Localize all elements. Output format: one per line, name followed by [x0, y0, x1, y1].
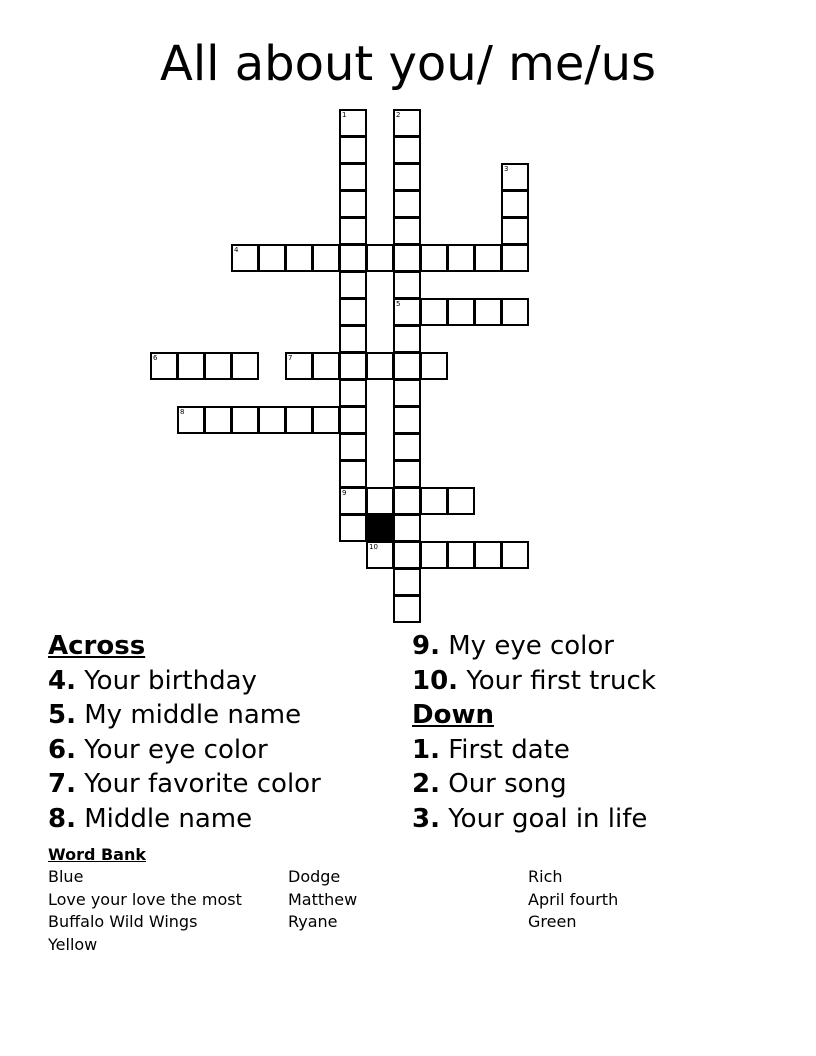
word-bank-item: Matthew — [288, 889, 358, 909]
grid-cell[interactable] — [339, 217, 367, 245]
grid-cell[interactable] — [393, 244, 421, 272]
clue-8-across: 8. Middle name — [48, 803, 253, 834]
grid-cell[interactable] — [393, 298, 421, 326]
grid-cell[interactable] — [339, 163, 367, 191]
grid-cell[interactable] — [339, 487, 367, 515]
grid-cell[interactable] — [393, 514, 421, 542]
clue-4-across: 4. Your birthday — [48, 665, 257, 696]
grid-cell[interactable] — [231, 352, 259, 380]
grid-cell[interactable] — [258, 406, 286, 434]
grid-cell[interactable] — [393, 460, 421, 488]
grid-cell[interactable] — [501, 163, 529, 191]
grid-cell[interactable] — [393, 487, 421, 515]
across-heading: Across — [48, 631, 146, 661]
word-bank-item: Buffalo Wild Wings — [48, 912, 198, 932]
word-bank-column-1 — [48, 866, 242, 956]
grid-cell[interactable] — [366, 244, 394, 272]
grid-cell[interactable] — [393, 433, 421, 461]
clue-number: 3 — [504, 165, 509, 173]
grid-cell[interactable] — [231, 244, 259, 272]
grid-cell[interactable] — [177, 352, 205, 380]
clues-left-column — [48, 629, 321, 836]
clue-number: 6 — [153, 354, 158, 362]
clue-number: 5 — [396, 300, 401, 308]
grid-cell[interactable] — [474, 244, 502, 272]
clue-number: 2 — [396, 111, 401, 119]
grid-cell[interactable] — [285, 406, 313, 434]
grid-cell[interactable] — [312, 406, 340, 434]
grid-cell[interactable] — [393, 379, 421, 407]
clue-3-down: 3. Your goal in life — [412, 803, 648, 834]
grid-cell[interactable] — [339, 352, 367, 380]
clue-2-down: 2. Our song — [412, 769, 567, 799]
grid-cell[interactable] — [393, 217, 421, 245]
grid-cell[interactable] — [393, 325, 421, 353]
grid-cell[interactable] — [393, 595, 421, 623]
grid-cell[interactable] — [339, 271, 367, 299]
clue-number: 7 — [288, 354, 293, 362]
grid-cell[interactable] — [393, 406, 421, 434]
grid-cell[interactable] — [285, 352, 313, 380]
grid-cell[interactable] — [339, 298, 367, 326]
word-bank-item: Rich — [528, 867, 563, 886]
grid-cell[interactable] — [312, 352, 340, 380]
grid-cell[interactable] — [420, 541, 448, 569]
grid-cell[interactable] — [312, 244, 340, 272]
word-bank-item: April fourth — [528, 889, 619, 909]
clue-6-across: 6. Your eye color — [48, 734, 268, 765]
grid-cell[interactable] — [339, 433, 367, 461]
clue-1-down: 1. First date — [412, 734, 570, 765]
grid-cell[interactable] — [393, 568, 421, 596]
grid-cell[interactable] — [177, 406, 205, 434]
word-bank-item: Ryane — [288, 912, 338, 932]
grid-cell[interactable] — [501, 541, 529, 569]
grid-cell[interactable] — [447, 244, 475, 272]
grid-cell[interactable] — [204, 352, 232, 380]
grid-cell[interactable] — [393, 163, 421, 191]
grid-cell[interactable] — [339, 244, 367, 272]
puzzle-title: All about you/ me/us — [159, 36, 657, 92]
grid-cell[interactable] — [447, 541, 475, 569]
word-bank-heading: Word Bank — [48, 845, 147, 864]
word-bank-item: Love your love the most — [48, 889, 242, 909]
grid-cell[interactable] — [474, 541, 502, 569]
grid-cell[interactable] — [393, 136, 421, 164]
clue-number: 1 — [342, 111, 347, 119]
grid-cell[interactable] — [501, 244, 529, 272]
grid-cell[interactable] — [501, 190, 529, 218]
grid-cell[interactable] — [231, 406, 259, 434]
grid-cell[interactable] — [393, 109, 421, 137]
grid-cell[interactable] — [420, 352, 448, 380]
grid-cell[interactable] — [393, 541, 421, 569]
grid-cell[interactable] — [339, 514, 367, 542]
down-heading: Down — [412, 700, 494, 730]
grid-cell[interactable] — [339, 136, 367, 164]
clue-number: 9 — [342, 489, 347, 497]
grid-cell[interactable] — [339, 379, 367, 407]
grid-cell[interactable] — [366, 487, 394, 515]
grid-cell[interactable] — [339, 325, 367, 353]
grid-cell[interactable] — [393, 271, 421, 299]
grid-cell[interactable] — [366, 541, 394, 569]
grid-cell[interactable] — [501, 298, 529, 326]
clues-right-column — [412, 629, 656, 836]
crossword-grid — [151, 110, 551, 630]
grid-cell[interactable] — [366, 352, 394, 380]
clue-7-across: 7. Your favorite color — [48, 769, 321, 799]
black-cell — [366, 514, 394, 542]
grid-cell[interactable] — [420, 298, 448, 326]
grid-cell[interactable] — [339, 109, 367, 137]
grid-cell[interactable] — [285, 244, 313, 272]
grid-cell[interactable] — [339, 190, 367, 218]
word-bank-item: Dodge — [288, 867, 341, 886]
grid-cell[interactable] — [393, 190, 421, 218]
clue-10-across: 10. Your first truck — [412, 665, 656, 696]
grid-cell[interactable] — [339, 406, 367, 434]
grid-cell[interactable] — [447, 487, 475, 515]
grid-cell[interactable] — [204, 406, 232, 434]
word-bank-column-3 — [528, 866, 618, 934]
grid-cell[interactable] — [447, 298, 475, 326]
clue-5-across: 5. My middle name — [48, 700, 302, 730]
grid-cell[interactable] — [501, 217, 529, 245]
grid-cell[interactable] — [150, 352, 178, 380]
word-bank-column-2 — [288, 866, 357, 934]
grid-cell[interactable] — [474, 298, 502, 326]
clue-number: 10 — [369, 543, 378, 551]
word-bank-item: Green — [528, 912, 577, 932]
clue-9-across: 9. My eye color — [412, 631, 614, 661]
grid-cell[interactable] — [393, 352, 421, 380]
clue-number: 8 — [180, 408, 185, 416]
grid-cell[interactable] — [420, 244, 448, 272]
word-bank-item: Yellow — [48, 934, 98, 954]
grid-cell[interactable] — [420, 487, 448, 515]
grid-cell[interactable] — [339, 460, 367, 488]
word-bank-item: Blue — [48, 867, 84, 886]
grid-cell[interactable] — [258, 244, 286, 272]
clue-number: 4 — [234, 246, 239, 254]
